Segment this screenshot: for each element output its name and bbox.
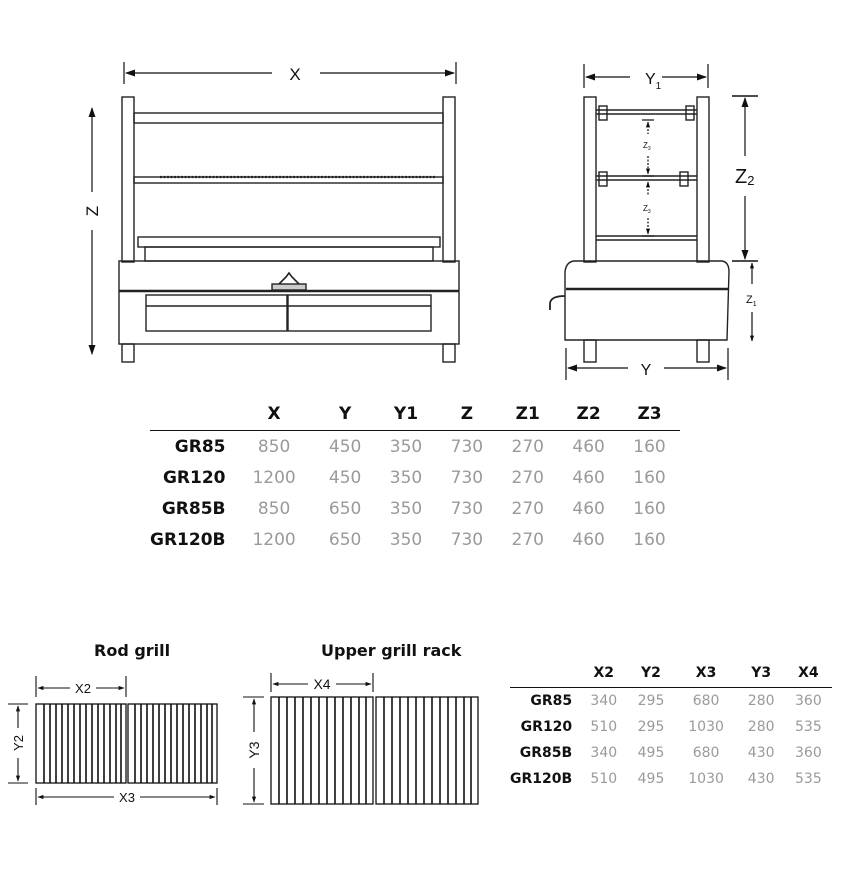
side-right-post bbox=[697, 97, 709, 262]
header-cell: Y2 bbox=[627, 659, 674, 688]
model-cell: GR120 bbox=[162, 467, 226, 488]
value-cell: 270 bbox=[511, 436, 544, 457]
value-cell: 680 bbox=[692, 693, 720, 709]
value-cell: 460 bbox=[572, 498, 605, 519]
value-cell: 535 bbox=[795, 771, 822, 787]
table-row bbox=[150, 431, 680, 463]
header-cell bbox=[150, 398, 234, 431]
header-cell: Z2 bbox=[558, 398, 619, 431]
front-grill-shelf bbox=[134, 177, 443, 183]
header-cell: X4 bbox=[785, 659, 832, 688]
side-dim-z1-label: $Z_1$ bbox=[746, 294, 757, 308]
model-cell: GR120 bbox=[520, 719, 573, 735]
front-top-bar bbox=[134, 113, 443, 123]
value-cell: 730 bbox=[450, 529, 484, 550]
value-cell: 360 bbox=[795, 693, 822, 709]
value-cell: 295 bbox=[637, 693, 665, 709]
value-cell: 340 bbox=[590, 745, 618, 761]
value-cell: 340 bbox=[590, 693, 618, 709]
value-cell: 350 bbox=[389, 498, 423, 519]
value-cell: 1030 bbox=[688, 719, 724, 735]
model-cell: GR85B bbox=[161, 498, 226, 519]
value-cell: 850 bbox=[257, 498, 291, 519]
front-right-leg bbox=[443, 344, 455, 362]
value-cell: 510 bbox=[590, 719, 618, 735]
side-body bbox=[565, 261, 729, 340]
side-dim-z3a-label: $Z_3$ bbox=[643, 141, 651, 152]
value-cell: 350 bbox=[389, 436, 423, 457]
dimensions-table-header bbox=[150, 398, 680, 431]
value-cell: 450 bbox=[328, 467, 362, 488]
front-left-post bbox=[122, 97, 134, 262]
model-cell: GR120B bbox=[510, 771, 573, 787]
model-cell: GR85 bbox=[174, 436, 226, 457]
side-dim-y-label: Y bbox=[640, 362, 652, 379]
front-dim-x-label: X bbox=[289, 65, 301, 84]
value-cell: 280 bbox=[747, 719, 775, 735]
header-cell: Y3 bbox=[738, 659, 785, 688]
front-right-post bbox=[443, 97, 455, 262]
side-dim-y1-label: $Y_1$ bbox=[645, 71, 662, 92]
value-cell: 1200 bbox=[252, 467, 296, 488]
value-cell: 850 bbox=[257, 436, 291, 457]
value-cell: 160 bbox=[633, 436, 666, 457]
header-cell: Y bbox=[315, 398, 376, 431]
header-cell: Y1 bbox=[376, 398, 437, 431]
rod-grill-x3-label: X3 bbox=[119, 790, 135, 805]
table-row bbox=[510, 740, 832, 766]
value-cell: 495 bbox=[637, 745, 665, 761]
header-cell: Z bbox=[436, 398, 497, 431]
value-cell: 730 bbox=[450, 436, 484, 457]
value-cell: 1200 bbox=[252, 529, 296, 550]
value-cell: 450 bbox=[328, 436, 362, 457]
grill-table-header bbox=[510, 659, 832, 688]
value-cell: 360 bbox=[795, 745, 822, 761]
table-row bbox=[510, 766, 832, 792]
side-view bbox=[550, 97, 729, 362]
dimensions-table bbox=[150, 398, 680, 555]
value-cell: 730 bbox=[450, 467, 484, 488]
side-dim-z2-label: Z2 bbox=[735, 166, 755, 188]
front-view bbox=[119, 97, 459, 362]
upper-rack-title: Upper grill rack bbox=[321, 641, 462, 660]
value-cell: 730 bbox=[450, 498, 484, 519]
table-row bbox=[150, 493, 680, 524]
rod-grill-y2-label: Y2 bbox=[11, 735, 26, 751]
value-cell: 430 bbox=[747, 771, 775, 787]
front-left-leg bbox=[122, 344, 134, 362]
value-cell: 460 bbox=[572, 436, 605, 457]
value-cell: 650 bbox=[328, 529, 362, 550]
value-cell: 270 bbox=[511, 467, 544, 488]
front-drawer-right bbox=[288, 295, 431, 331]
upper-rack-x4-label: X4 bbox=[313, 676, 331, 692]
rod-grill-title: Rod grill bbox=[94, 641, 171, 660]
header-cell: Z1 bbox=[497, 398, 558, 431]
value-cell: 460 bbox=[572, 529, 605, 550]
table-row bbox=[510, 714, 832, 740]
value-cell: 680 bbox=[692, 745, 720, 761]
model-cell: GR120B bbox=[150, 529, 226, 550]
value-cell: 270 bbox=[511, 498, 544, 519]
header-cell: X3 bbox=[675, 659, 738, 688]
value-cell: 495 bbox=[637, 771, 665, 787]
value-cell: 160 bbox=[633, 529, 666, 550]
value-cell: 1030 bbox=[688, 771, 724, 787]
value-cell: 295 bbox=[637, 719, 665, 735]
side-dim-z3b-label: $Z_3$ bbox=[643, 204, 651, 215]
front-drawer-left bbox=[146, 295, 287, 331]
value-cell: 160 bbox=[633, 498, 666, 519]
model-cell: GR85 bbox=[530, 693, 573, 709]
upper-grill-rack bbox=[271, 697, 478, 804]
front-lower-plate bbox=[138, 237, 440, 247]
value-cell: 430 bbox=[747, 745, 775, 761]
table-row bbox=[150, 524, 680, 555]
side-right-leg bbox=[697, 340, 709, 362]
header-cell: Z3 bbox=[619, 398, 680, 431]
value-cell: 460 bbox=[572, 467, 605, 488]
header-cell: X2 bbox=[580, 659, 627, 688]
value-cell: 280 bbox=[747, 693, 775, 709]
value-cell: 350 bbox=[389, 529, 423, 550]
header-cell: X bbox=[234, 398, 315, 431]
rod-grill bbox=[36, 704, 217, 783]
side-left-post bbox=[584, 97, 596, 262]
value-cell: 535 bbox=[795, 719, 822, 735]
front-latch bbox=[278, 273, 300, 285]
grill-dimensions-table bbox=[510, 659, 832, 792]
value-cell: 270 bbox=[511, 529, 544, 550]
value-cell: 160 bbox=[633, 467, 666, 488]
upper-rack-y3-label: Y3 bbox=[246, 741, 262, 759]
side-left-leg bbox=[584, 340, 596, 362]
value-cell: 510 bbox=[590, 771, 618, 787]
table-row bbox=[150, 462, 680, 493]
header-cell bbox=[510, 659, 580, 688]
model-cell: GR85B bbox=[519, 745, 573, 761]
value-cell: 350 bbox=[389, 467, 423, 488]
rod-grill-x2-label: X2 bbox=[75, 681, 91, 696]
table-row bbox=[510, 688, 832, 715]
front-dim-z-label: Z bbox=[83, 205, 102, 217]
value-cell: 650 bbox=[328, 498, 362, 519]
